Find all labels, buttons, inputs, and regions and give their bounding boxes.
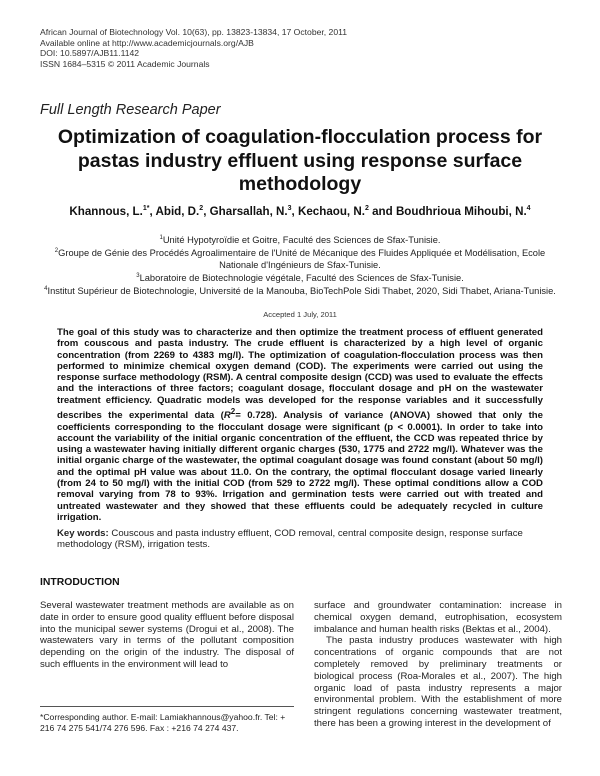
keywords-text: Couscous and pasta industry effluent, COD removal, central composite design, response surface methodology (RSM), irrigation tests. <box>57 528 523 551</box>
paper-title: Optimization of coagulation-flocculation process for pastas industry effluent using response surface methodology <box>57 126 543 195</box>
author-separator: , <box>203 205 210 218</box>
affiliation <box>40 233 560 246</box>
corresponding-author-footnote: *Corresponding author. E-mail: Lamiakhannous@yahoo.fr. Tel: + 216 74 275 541/74 276 596. Fax : +216 74 274 437. <box>40 712 286 733</box>
abstract-text-part1: The goal of this study was to characterize and then optimize the treatment process of effluent generated from couscous and pasta industry. The crude effluent is characterized by a high level of organic concentration (from 2269 to 4383 mg/l). The optimization of coagulation-flocculation process was then performed to minimize chemical oxygen demand (COD). The experiments were carried out using the response surface methodology (RSM). A central composite design (CCD) was used to evaluate the effects and the interactions of three factors; coagulant dosage, flocculant dosage and pH on the wastewater treatment efficiency. Quadratic models was developed for the response variables and it successfully describes the experimental data ( <box>57 327 543 422</box>
journal-url: Available online at http://www.academicjournals.org/AJB <box>40 37 254 48</box>
introduction-heading: INTRODUCTION <box>40 577 120 588</box>
journal-header <box>40 27 347 69</box>
author-affiliation-marker: 2 <box>199 205 204 213</box>
affiliation-text: Laboratoire de Biotechnologie végétale, Faculté des Sciences de Sfax-Tunisie. <box>139 272 464 283</box>
r-squared-symbol: R <box>223 410 231 422</box>
footnote-divider <box>40 706 294 707</box>
affiliation-number: 3 <box>136 272 140 279</box>
keywords-label: Key words: <box>57 528 109 539</box>
author-name: Abid, D. <box>155 205 200 218</box>
left-column <box>40 600 294 671</box>
author-separator: , <box>149 205 156 218</box>
author-name: Boudhrioua Mihoubi, N. <box>395 205 527 218</box>
affiliation-number: 2 <box>54 248 59 255</box>
affiliations <box>40 233 560 297</box>
accepted-date: Accepted 1 July, 2011 <box>263 310 337 319</box>
paper-type: Full Length Research Paper <box>40 102 221 118</box>
r-squared-exponent: 2 <box>230 407 236 417</box>
author-name: Gharsallah, N. <box>209 205 288 218</box>
affiliation-number: 1 <box>159 235 163 241</box>
affiliation-text: Groupe de Génie des Procédés Agroalimentaire de l'Unité de Mécanique des Fluides Appliquée et Modélisation, Ecole Nationale d'Ingénieurs de Sfax-Tunisie. <box>58 248 546 270</box>
affiliation-number: 4 <box>44 286 48 293</box>
author-affiliation-marker: 3 <box>287 205 292 213</box>
keywords <box>57 528 543 551</box>
author-affiliation-marker: 2 <box>364 205 369 213</box>
author-affiliation-marker: 4 <box>526 205 531 213</box>
affiliation <box>40 284 560 297</box>
affiliation-text: Unité Hypotyroïdie et Goitre, Faculté des Sciences de Sfax-Tunisie. <box>162 235 441 246</box>
abstract <box>57 327 543 523</box>
journal-citation: African Journal of Biotechnology Vol. 10(63), pp. 13823-13834, 17 October, 2011 <box>40 27 348 37</box>
author-name: Kechaou, N. <box>297 205 365 218</box>
left-column-paragraph: Several wastewater treatment methods are available as on date in order to ensure good quality effluent before disposal into the municipal sewer systems (Drogui et al., 2008). The wastewaters vary in terms of the pollutant composition depending on the origin of the industry. The disposal of such effluents in the environment will lead to <box>40 600 294 670</box>
affiliation <box>40 271 560 284</box>
author-name: Khannous, L. <box>69 205 143 218</box>
author-conjunction: and <box>368 205 396 218</box>
author-separator: , <box>291 205 298 218</box>
right-column-paragraph-2: The pasta industry produces wastewater with high concentrations of organic compounds that are not completely removed by preliminary treatments or biological process (Roa-Morales et al., 2007). The high organic load of pasta industry represents a major environmental problem. With the establishment of more stringent regulations concerning wastewater treatment, there has been a growing interest in the development of <box>314 635 562 729</box>
author-affiliation-marker: 1* <box>142 205 150 213</box>
right-column <box>314 600 562 730</box>
abstract-text-part2: = 0.728). Analysis of variance (ANOVA) showed that only the coefficients corresponding to the flocculant dosage were significant (p < 0.0001). In order to take into account the variability of the initial organic concentration of the effluent, the CCD was repeated thrice by using a wastewater having initially different organic charges (530, 1775 and 2722 mg/l). Whatever was the initial organic charge of the wastewater, the optimal coagulant dosage was found constant (about 50 mg/l) and the optimal pH value was about 11.0. On the contrary, the optimal flocculant dosage varied linearly (from 24 to 50 mg/l) with the initial COD (from 529 to 2722 mg/l). These optimal conditions allow a COD removal varying from 78 to 93%. Irrigation and germination tests were carried out with treated and untreated wastewater and they showed that these effluents could be adequately recycled in culture irrigation. <box>57 410 543 523</box>
affiliation-text: Institut Supérieur de Biotechnologie, Université de la Manouba, BioTechPole Sidi Thabet, 2020, Sidi Thabet, Ariana-Tunisie. <box>47 286 556 297</box>
affiliation <box>40 246 560 271</box>
issn: ISSN 1684–5315 © 2011 Academic Journals <box>40 58 210 69</box>
doi: DOI: 10.5897/AJB11.1142 <box>40 48 140 59</box>
right-column-paragraph-1: surface and groundwater contamination: increase in chemical oxygen demand, eutrophisation, ecosystem imbalance and human health risks (Bektas et al., 2004). <box>314 600 562 635</box>
author-list <box>40 205 560 218</box>
